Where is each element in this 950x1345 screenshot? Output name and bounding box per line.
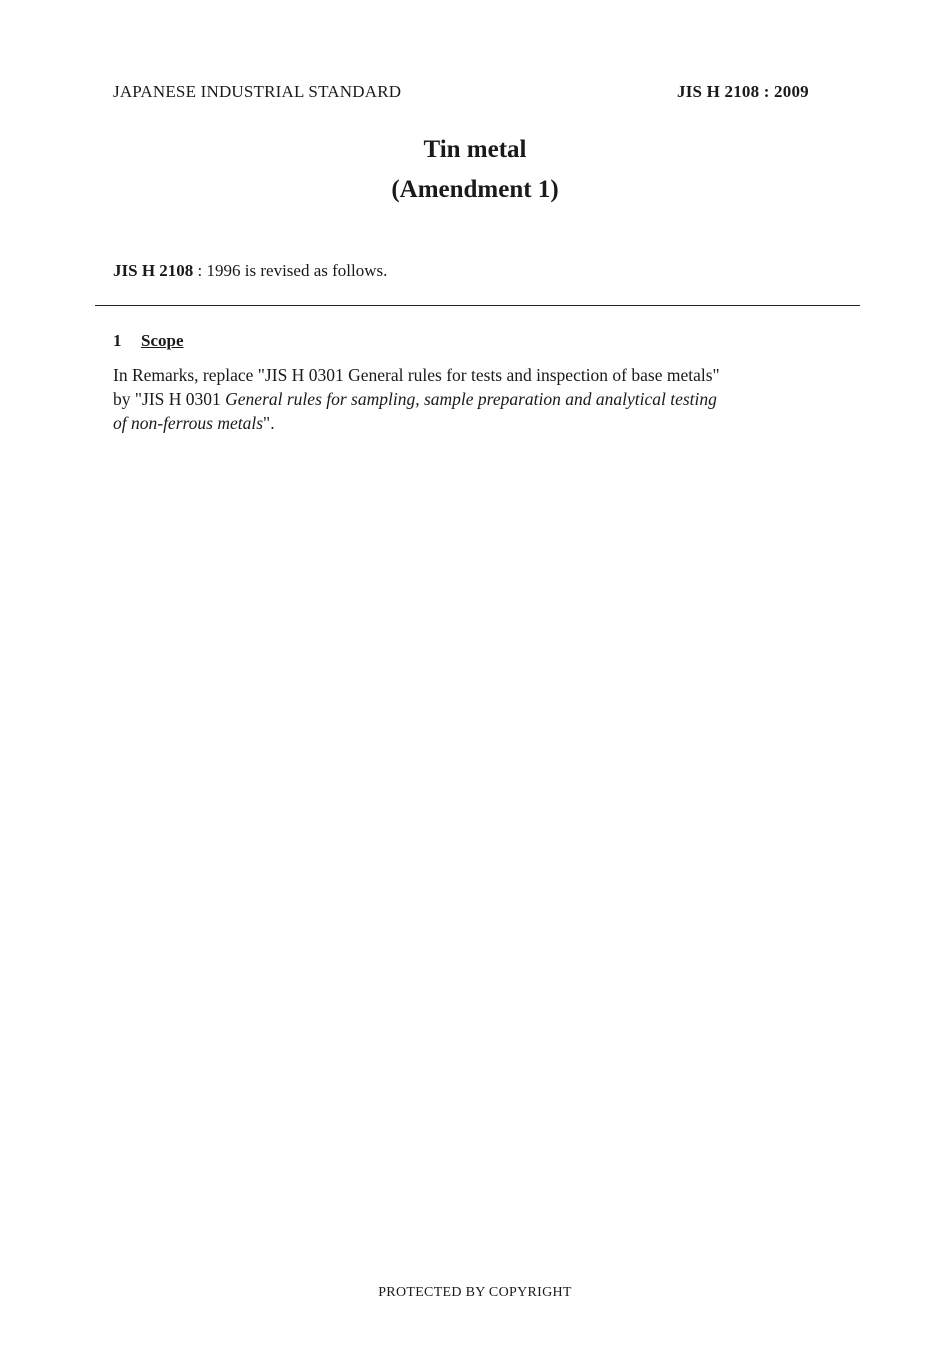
section-body-line-2 <box>113 389 717 410</box>
body-text: by "JIS H 0301 <box>113 389 226 409</box>
revised-standard-number: JIS H 2108 <box>113 261 194 280</box>
document-subtitle: (Amendment 1) <box>391 176 559 203</box>
standard-number: JIS H 2108 : 2009 <box>677 82 809 101</box>
section-title: Scope <box>141 331 184 350</box>
referenced-title: General rules for sampling, sample preparation and analytical testing <box>225 389 717 409</box>
revision-statement <box>113 261 387 281</box>
referenced-title-continued: of non-ferrous metals <box>113 413 264 433</box>
document-title: Tin metal <box>423 136 527 163</box>
body-text-end: ". <box>263 413 275 433</box>
horizontal-divider <box>95 305 860 306</box>
section-number: 1 <box>113 331 122 350</box>
copyright-footer: PROTECTED BY COPYRIGHT <box>378 1285 572 1300</box>
revision-statement-text: : 1996 is revised as follows. <box>193 261 388 280</box>
standard-header-label: JAPANESE INDUSTRIAL STANDARD <box>113 82 402 101</box>
section-body-line-3 <box>113 413 275 434</box>
section-body-line-1: In Remarks, replace "JIS H 0301 General rules for tests and inspection of base metals" <box>113 365 720 385</box>
